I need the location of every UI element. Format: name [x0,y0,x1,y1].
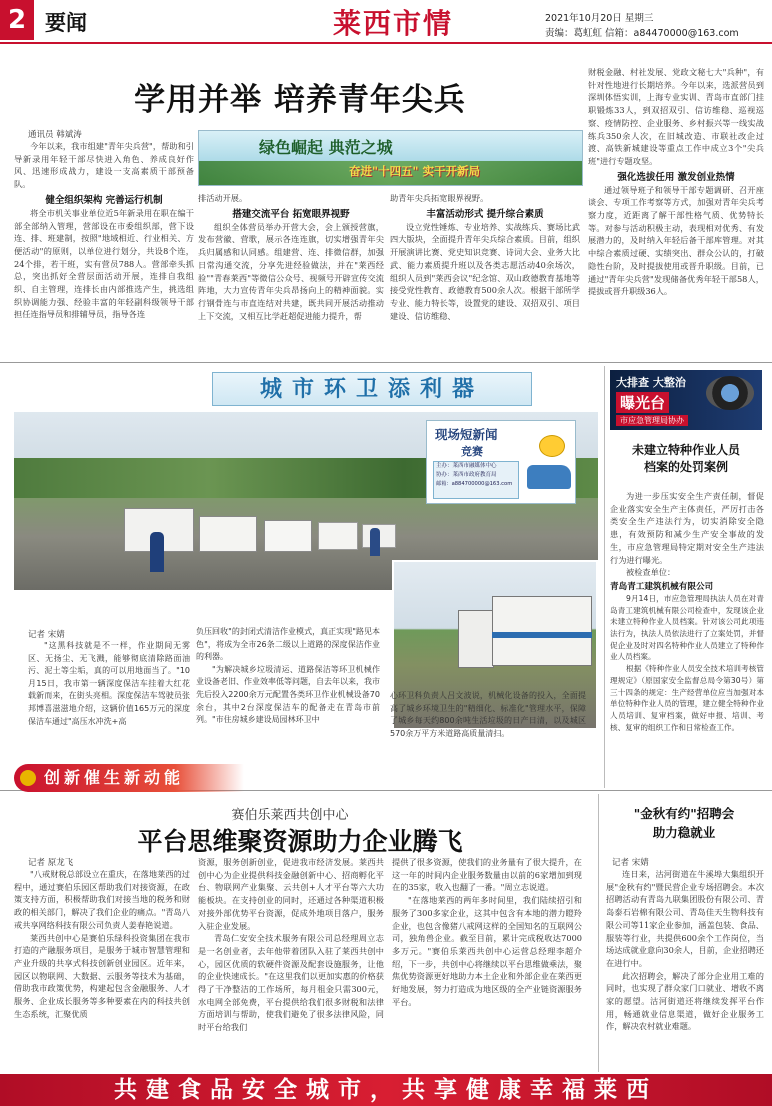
date-line: 2021年10月20日 星期三 [545,13,654,24]
article1-subheading: 丰富活动形式 提升综合素质 [426,208,544,220]
van-illustration [527,465,571,489]
fair-title [604,804,764,842]
exposure-title [610,442,762,476]
article1-paragraph: 助青年尖兵拓宽眼界视野。 [390,193,489,203]
exposure-label: 被检查单位： [626,567,676,578]
article1-paragraph: 设立党性锤炼、专业培养、实战练兵、赛场比武四大版块，全面提升青年尖兵综合素质。目前，组织开展演讲比赛、党史知识竞赛、诗词大会、业务大比武、能力素质提升班以及各类志愿活动40余场次，组织人员到"莱西会议"纪念馆、双山政德教育基地等接受党性教育、政德教育500余人次。根据干部所学专业、能力特长等，设置党的建设、双招双引、项目建设、信访维稳、 [390,221,580,321]
article1-title: 学用并举 培养青年尖兵 [134,82,466,118]
article1-column-4 [588,66,764,298]
innovation-banner [14,764,244,792]
header-rule [0,42,772,44]
fair-body [606,868,764,1033]
innovation-paragraph: 提供了很多资源，使我们的业务量有了很大提升，在这一年的时间内企业服务数量由以前的6家增加到现在的35家，收入也翻了一番。"周立志说道。 [392,857,582,893]
innovation-column-3 [392,856,582,1008]
sanitation-banner-text: 城市环卫添利器 [259,376,484,402]
page-number: 2 [0,0,34,40]
sanitation-column-1 [28,640,190,728]
article1-paragraph: 组织全体营员举办开营大会，会上颁授营旗，发布营徽、营歌，展示各连连旗，切实增强青年尖兵归属感和认同感。组建营、连、排微信群，加强日常沟通交流，分享先进经验做法，并在"莱西经验""青春莱西"等微信公众号、视频号开辟宣传交流阵地，大力宣传青年尖兵昂扬向上的精神面貌。实行钢骨连与市直连结对共建，既共同开展活动推动上下交流，又相互比学赶超促进能力提升，帮 [198,221,384,321]
camera-icon [706,376,754,410]
fair-title-line1: "金秋有约"招聘会 [633,806,735,821]
article1-paragraph: 财税金融、村社发展、党政文秘七大"兵种"，有针对性地进行长期培养。今年以来，选派营员到深圳体悟实训，上海专业实训、青岛市直部门挂职锻炼33人，到双招双引、信访维稳、巡视巡察、疫情防控、企业服务、乡村振兴等一线实战练兵350余人次，在旧城改造、市联社改企过渡、高铁新城建设等重点工作中成立3个"尖兵班"进行专题攻坚。 [588,67,764,166]
article1-paragraph: 将全市机关事业单位近5年新录用在职在编干部全部纳入管理，营部设在市委组织部，营下设连、排、班建制，按照"地域相近、行业相关、方便活动"的原则，以单位进行划分，共设8个连，24个排，若干班，实有营员788人。营部牵头抓总，突出抓好全营层面活动开展，连排自我组织、自主管理，连排长由内部推选产生，挑选组织协调能力强、经验丰富的年轻副科级领导干部担任连指导员和排辅导员，指导各连 [14,207,194,320]
person [370,528,380,556]
truck [264,520,312,552]
exposure-paragraph: 根据《特种作业人员安全技术培训考核管理规定》（原国家安全监督总局令第30号）第三十四条的规定：生产经营单位应当加强对本单位特种作业人员的管理，建立健全特种作业人员培训、复审档案，做好申报、培训、考核、复审的组织工作和日常检查工作。 [610,664,764,732]
truck-cab [458,610,494,668]
contest-email: 邮箱：a884700000@163.com [436,481,513,487]
innovation-paragraph: 莱西共创中心是赛伯乐绿科投资集团在我市打造的产融服务项目，是服务于城市智慧管理和产业升级的共享式科技创新创业园区。近年来，园区以物联网、大数据、云服务等技术为基础，借助我市政策优势，构建起包含金融服务、人才服务、企业成长服务等多种要素在内的科技共创生态系统，汇聚优质 [14,932,190,1019]
truck-body [492,596,592,666]
banner-line2: 奋进"十四五" 实干开新局 [349,164,480,178]
innovation-banner-text: 创新催生新动能 [44,768,185,787]
news-badge [539,435,565,457]
article1-subheading: 搭建交流平台 拓宽眼界视野 [232,208,350,220]
fair-paragraph: 此次招聘会，解决了部分企业用工难的同时，也实现了群众家门口就业、增收不离家的愿望。沽河街道还将继续发挥平台作用，畅通就业信息渠道，做好企业服务工作，解决农村就业难题。 [606,970,764,1032]
fair-byline: 记者 宋婧 [612,858,649,868]
exposure-title-line2: 档案的处罚案例 [643,460,728,474]
column-divider [598,794,599,1072]
exposure-title-line1: 未建立特种作业人员 [631,443,740,457]
exposure-body [610,490,764,733]
exposure-banner-top: 大排查 大整治 [616,376,686,389]
contest-sponsor: 主办：莱西市融媒体中心 [436,463,497,469]
contest-badge [426,420,576,504]
sanitation-paragraph: 心环卫科负责人吕文波说，机械化设备的投入，全面提高了城乡环境卫生的"精细化、标准化"管理水平，保障了城乡每天约800余吨生活垃圾的日产日清，以及城区570余万平方米道路高质量清扫。 [390,691,586,738]
innovation-paragraph: 青岛仁安安全技术服务有限公司总经理周立志是一名创业者，去年他带着团队入驻了莱西共创中心，园区优质的软硬件资源及配套设施服务，让他的企业快速成长。"在这里我们以更加实惠的价格获得了干净整洁的工作场所，每月租金只需300元，水电网全部免费，平台提供给我们很多财税和法律方面培训与帮助，使我们避免了很多法律风险，同时平台给我们 [198,933,384,1033]
sanitation-paragraph: "这黑科技就是不一样，作业期间无雾区、无扬尘、无飞溅，能够彻底清除路面油污、泥土等尘垢，真的可以用地面当了。"10月15日，我市第一辆深度保洁车挂着大红花载新而来，在街头亮相。深度保洁车驾驶员张邦博喜滋滋地介绍，这辆价值165万元的深度保洁车通过"高压水冲洗+高 [28,641,190,726]
exposure-company: 青岛青工建筑机械有限公司 [610,581,714,592]
section-name: 要闻 [45,11,87,35]
exposure-banner-sub: 市应急管理局协办 [616,415,688,426]
article1-column-3 [390,192,580,322]
sanitation-column-3 [390,690,586,740]
innovation-kicker: 赛伯乐莱西共创中心 [231,808,349,823]
banner-line1: 绿色崛起 典范之城 [259,138,393,157]
innovation-column-1 [14,868,190,1020]
footer-slogan-bar [0,1074,772,1106]
article1-column-1 [14,140,194,321]
innovation-column-2 [198,856,384,1034]
editor-line: 责编：葛虹虹 信箱：a84470000@163.com [545,28,739,39]
person [150,532,164,572]
contest-info-box [433,461,519,499]
truck-stripe [492,632,592,638]
sanitation-banner [212,372,532,406]
exposure-paragraph: 为进一步压实安全生产责任制，督促企业落实安全生产主体责任，严厉打击各类安全生产违法行为，切实消除安全隐患，有效预防和减少生产安全事故的发生，市应急管理局特定期对安全生产违法行为进行曝光。 [610,491,764,565]
fair-paragraph: 连日来，沽河街道在牛溪埠大集组织开展"金秋有约"暨民营企业专场招聘会。本次招聘活动有青岛九联集团股份有限公司、青岛泰石岩棉有限公司、青岛佳天生物科技有限公司等11家企业参加，涵盖包装、食品、服装等行业，共提供600余个工作岗位，当场达成就业意向30余人，目前，企业招聘还在进行中。 [606,869,764,968]
divider [0,362,772,363]
truck [199,516,257,552]
fair-title-line2: 助力稳就业 [652,825,716,840]
innovation-paragraph: 资源，服务创新创业，促进我市经济发展。莱西共创中心为企业提供科技金融创新中心、招商孵化平台、物联网产业集聚、云共创+人才平台等六大功能板块。在支持创业的同时，还通过各种渠道积极对接外部优势平台资源，促成外地项目落户，服务入驻企业发展。 [198,857,384,931]
masthead: 莱西市情 [332,7,453,40]
sanitation-paragraph: "为解决城乡垃圾清运、道路保洁等环卫机械作业设备老旧、作业效率低等问题，自去年以来，我市先后投入2200余万元配置各类环卫作业机械设备70余台，其中2台深度保洁车的配备走在青岛市前列。"市住房城乡建设局园林环卫中 [196,664,380,725]
article1-subheading: 健全组织架构 完善运行机制 [45,194,163,206]
sanitation-paragraph: 负压回收"的封闭式清洁作业模式，真正实现"路见本色"，将成为全市26条二级以上道路的深度保洁作业的利器。 [196,627,380,662]
article1-paragraph: 今年以来，我市组建"青年尖兵营"，帮助和引导新录用年轻干部尽快进入角色、养成良好作风、迅速形成战力，建设一支高素质干部预备队。 [14,141,194,190]
contest-subtitle: 竞赛 [461,445,483,458]
contest-title: 现场短新闻 [435,427,498,442]
innovation-paragraph: "在落地莱西的两年多时间里，我们陆续招引和服务了300多家企业，这其中包含有本地的潜力瞪羚企业，也包含像猪八戒网这样的全国知名的互联网公司，独角兽企业。截至目前，累计完成税收达7000多万元。"赛伯乐莱西共创中心运营总经理李超介绍，下一步，共创中心将继续以平台思维做乘法，聚焦优势资源更好地助力本土企业和外部企业在莱西更好地发展，努力打造成为地区级的全产业链资源服务平台。 [392,895,582,1007]
green-banner-image [198,130,583,186]
contest-co-sponsor: 协办：莱西市政府教育局 [436,472,497,478]
column-divider [604,366,605,788]
article1-column-2 [198,192,384,322]
truck [318,522,358,550]
exposure-banner [610,370,762,430]
article1-subheading: 强化选拔任用 激发创业热情 [617,171,735,183]
header [0,0,772,44]
banner-dot-icon [20,770,36,786]
exposure-paragraph: 9月14日，市应急管理局执法人员在对青岛青工建筑机械有限公司检查中，发现该企业未建立特种作业人员档案。针对该公司此项违法行为，执法人员依法进行了立案处罚，并督促企业及时对四名特种作业人员建立了特种作业人员档案。 [610,593,764,662]
article1-byline: 通讯员 韩斌涛 [28,130,82,140]
article1-paragraph: 排活动开展。 [198,193,248,203]
article1-paragraph: 通过领导班子和领导干部专题调研、召开座谈会、专项工作考察等方式，加强对青年尖兵考察力度，近距离了解干部性格气质、优势特长等。对参与活动积极主动，表现相对优秀、有发展潜力的，及时纳入年轻后备干部库管理。对其中综合素质过硬、实绩突出、群众公认的，打破隐性台阶，及时提拔使用或晋升职级。目前，已通过"青年尖兵营"发现储备优秀年轻干部58人，提拔或晋升职级36人。 [588,184,764,297]
sanitation-column-2 [196,626,380,727]
exposure-banner-main: 曝光台 [616,392,669,413]
innovation-title: 平台思维聚资源助力企业腾飞 [137,827,463,856]
innovation-paragraph: "八戒财税总部设立在重庆，在落地莱西的过程中，通过赛伯乐园区帮助我们对接资源，在政策支持方面，积极帮助我们对接当地的税务和财政的相关部门，解决了我们企业的痛点。"青岛八戒共享网络科技有限公司负责人姜春艳说道。 [14,869,190,930]
innovation-byline: 记者 原龙飞 [28,858,74,868]
sanitation-byline: 记者 宋婧 [28,630,65,640]
footer-slogan: 共建食品安全城市，共享健康幸福莱西 [114,1076,658,1103]
